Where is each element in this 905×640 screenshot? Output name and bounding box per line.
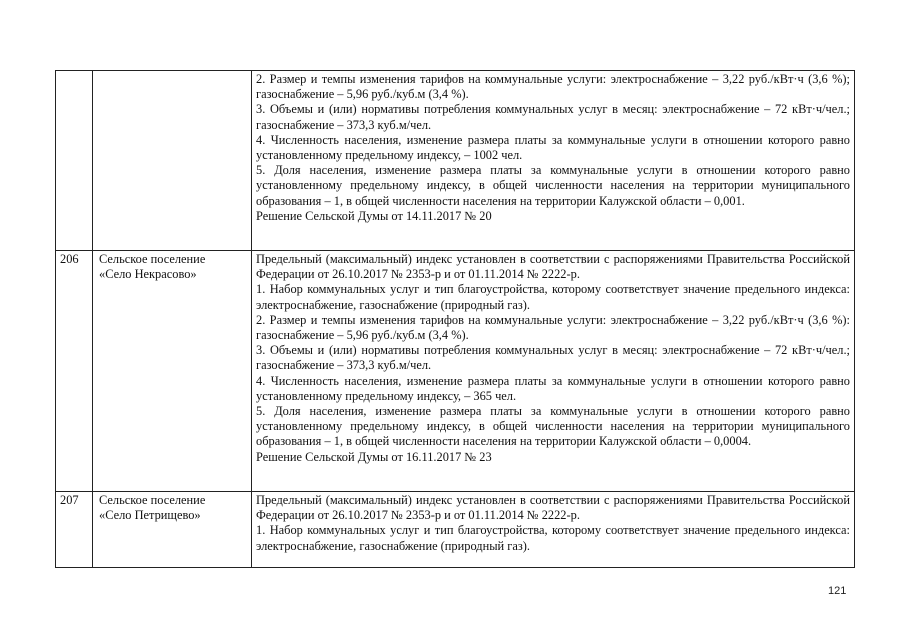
settlements-table [55,70,855,568]
settlement-type: Сельское поселение [99,252,206,266]
paragraph: 3. Объемы и (или) нормативы потребления коммунальных услуг в месяц: электроснабжение – 72 кВт·ч/чел.; газоснабжение – 373,3 куб.м/чел. [256,343,850,373]
row-number: 207 [56,492,93,568]
paragraph: 2. Размер и темпы изменения тарифов на коммунальные услуги: электроснабжение – 3,22 руб./кВт·ч (3,6 %); газоснабжение – 5,96 руб./куб.м (3,4 %). [256,72,850,102]
paragraph: 4. Численность населения, изменение размера платы за коммунальные услуги в отношении которого равно установленному предельному индексу, – 1002 чел. [256,132,850,163]
row-description [252,492,855,568]
paragraph: 5. Доля населения, изменение размера платы за коммунальные услуги в отношении которого равно установленному предельному индексу, в общей численности населения на территории муниципального образования – 1, в общей численности населения на территории Калужской области – 0,001. [256,163,850,208]
paragraph: Предельный (максимальный) индекс установлен в соответствии с распоряжениями Правительства Российской Федерации от 26.10.2017 № 2353-р и от 01.11.2014 № 2222-р. [256,252,850,282]
paragraph: 1. Набор коммунальных услуг и тип благоустройства, которому соответствует значение предельного индекса: электроснабжение, газоснабжение (природный газ). [256,523,850,553]
paragraph: 2. Размер и темпы изменения тарифов на коммунальные услуги: электроснабжение – 3,22 руб./кВт·ч (3,6 %): газоснабжение – 5,96 руб./куб.м (3,4 %). [256,312,850,343]
table-row [56,71,855,251]
settlement-name [93,251,252,492]
row-description [252,251,855,492]
settlement-title: «Село Некрасово» [99,267,197,282]
paragraph: Предельный (максимальный) индекс установлен в соответствии с распоряжениями Правительства Российской Федерации от 26.10.2017 № 2353-р и от 01.11.2014 № 2222-р. [256,493,850,523]
row-number [56,71,93,251]
paragraph: 3. Объемы и (или) нормативы потребления коммунальных услуг в месяц: электроснабжение – 72 кВт·ч/чел.; газоснабжение – 373,3 куб.м/чел. [256,102,850,132]
row-description [252,71,855,251]
paragraph: 1. Набор коммунальных услуг и тип благоустройства, которому соответствует значение предельного индекса: электроснабжение, газоснабжение (природный газ). [256,282,850,312]
table-row [56,492,855,568]
paragraph: 5. Доля населения, изменение размера платы за коммунальные услуги в отношении которого равно установленному предельному индексу, в общей численности населения на территории муниципального образования – 1, в общей численности населения на территории Калужской области – 0,0004. [256,404,850,449]
settlement-name [93,71,252,251]
decision-line: Решение Сельской Думы от 16.11.2017 № 23 [256,449,492,464]
page-number: 121 [828,585,847,597]
settlement-name [93,492,252,568]
settlement-title: «Село Петрищево» [99,508,201,523]
paragraph: 4. Численность населения, изменение размера платы за коммунальные услуги в отношении которого равно установленному предельному индексу, – 365 чел. [256,373,850,403]
table-row [56,251,855,492]
decision-line: Решение Сельской Думы от 14.11.2017 № 20 [256,208,492,223]
row-number: 206 [56,251,93,492]
settlement-type: Сельское поселение [99,493,206,507]
